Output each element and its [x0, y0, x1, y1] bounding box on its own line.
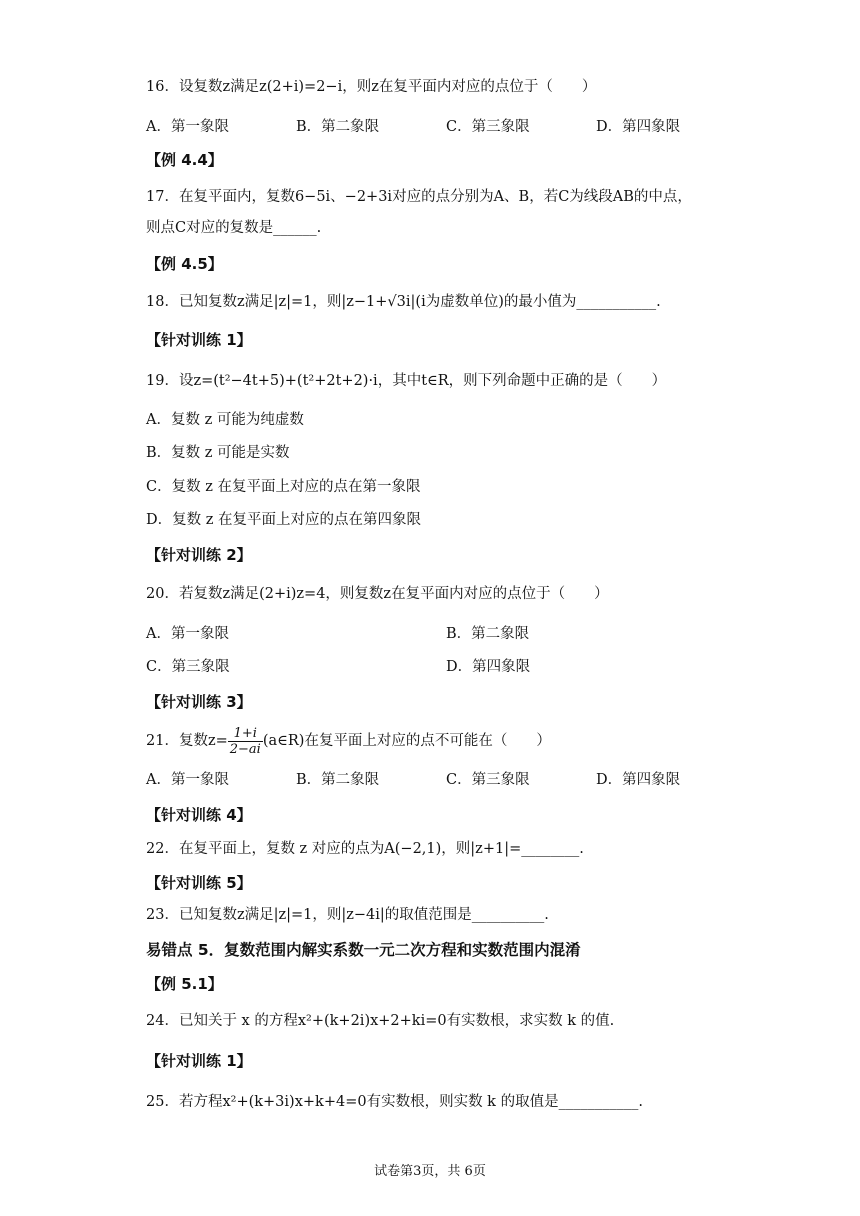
q24-stem: 24．已知关于 x 的方程x²+(k+2i)x+2+ki=0有实数根，求实数 k 的值.	[146, 1013, 615, 1029]
q16-option-c: C．第三象限	[446, 119, 530, 135]
q19-stem: 19．设z=(t²−4t+5)+(t²+2t+2)·i，其中t∈R，则下列命题中正确的是（ ）	[146, 373, 667, 389]
q18-stem: 18．已知复数z满足|z|=1，则|z−1+√3i|(i为虚数单位)的最小值为___________.	[146, 294, 661, 310]
q16-option-d: D．第四象限	[596, 119, 681, 135]
q21-fraction-denominator: 2−ai	[229, 741, 261, 757]
q16-stem: 16．设复数z满足z(2+i)=2−i，则z在复平面内对应的点位于（ ）	[146, 79, 597, 95]
q16-option-b: B．第二象限	[296, 119, 380, 135]
q22-stem: 22．在复平面上，复数 z 对应的点为A(−2,1)，则|z+1|=________.	[146, 841, 584, 857]
q16-option-a: A．第一象限	[146, 119, 229, 135]
heading-example-4-5: 【例 4.5】	[146, 255, 223, 273]
heading-training-1-b: 【针对训练 1】	[146, 1052, 252, 1070]
q20-stem: 20．若复数z满足(2+i)z=4，则复数z在复平面内对应的点位于（ ）	[146, 586, 609, 602]
q21-stem-pre: 21．复数z=	[146, 733, 228, 749]
q20-option-c: C．第三象限	[146, 659, 230, 675]
q21-stem-post: (a∈R)在复平面上对应的点不可能在（ ）	[262, 733, 551, 749]
heading-training-2: 【针对训练 2】	[146, 546, 252, 564]
q20-option-d: D．第四象限	[446, 659, 531, 675]
q20-option-a: A．第一象限	[146, 626, 229, 642]
heading-example-5-1: 【例 5.1】	[146, 975, 223, 993]
q19-option-a: A．复数 z 可能为纯虚数	[146, 412, 304, 428]
q17-line-2: 则点C对应的复数是______.	[146, 220, 322, 236]
heading-training-4: 【针对训练 4】	[146, 806, 252, 824]
q21-option-d: D．第四象限	[596, 772, 681, 788]
q19-option-b: B．复数 z 可能是实数	[146, 445, 290, 461]
heading-training-3: 【针对训练 3】	[146, 693, 252, 711]
heading-training-5: 【针对训练 5】	[146, 874, 252, 892]
q21-fraction-numerator: 1+i	[228, 726, 263, 742]
q17-line-1: 17．在复平面内，复数6−5i、−2+3i对应的点分别为A、B，若C为线段AB的中点，	[146, 189, 692, 205]
q19-option-d: D．复数 z 在复平面上对应的点在第四象限	[146, 512, 421, 528]
section-title-5: 易错点 5．复数范围内解实系数一元二次方程和实数范围内混淆	[146, 941, 581, 959]
q25-stem: 25．若方程x²+(k+3i)x+k+4=0有实数根，则实数 k 的取值是___________.	[146, 1094, 643, 1110]
q20-option-b: B．第二象限	[446, 626, 530, 642]
q21-stem	[146, 724, 551, 758]
heading-training-1: 【针对训练 1】	[146, 331, 252, 349]
q21-fraction	[228, 726, 263, 757]
page-footer: 试卷第3页，共 6页	[374, 1164, 486, 1179]
q19-option-c: C．复数 z 在复平面上对应的点在第一象限	[146, 479, 421, 495]
q21-option-c: C．第三象限	[446, 772, 530, 788]
q23-stem: 23．已知复数z满足|z|=1，则|z−4i|的取值范围是__________.	[146, 907, 549, 923]
heading-example-4-4: 【例 4.4】	[146, 151, 223, 169]
q21-option-b: B．第二象限	[296, 772, 380, 788]
q21-option-a: A．第一象限	[146, 772, 229, 788]
